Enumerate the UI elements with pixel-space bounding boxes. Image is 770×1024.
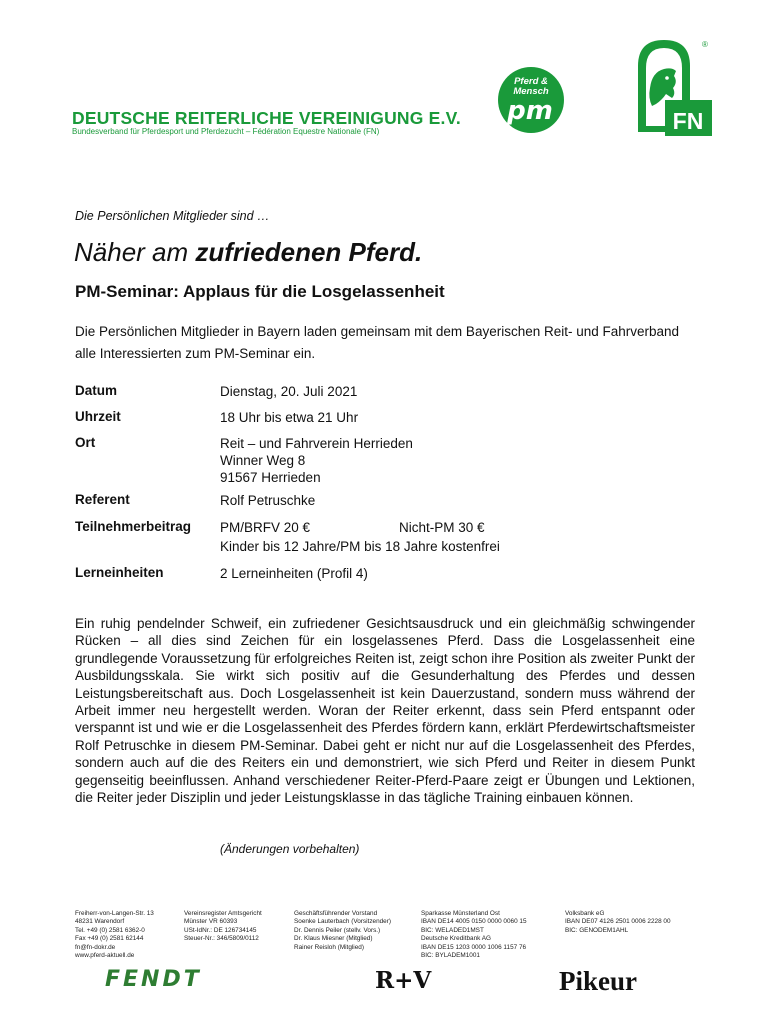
footer-bank-line: IBAN DE14 4005 0150 0000 0060 15 (421, 918, 527, 926)
footer-address (75, 910, 154, 960)
footer-address-line: Freiherr-von-Langen-Str. 13 (75, 910, 154, 917)
footer-board-line: Dr. Dennis Peiler (stellv. Vors.) (294, 926, 381, 934)
intro-line: Die Persönlichen Mitglieder sind … (75, 209, 270, 223)
footer-board-line: Geschäftsführender Vorstand (294, 910, 378, 917)
subtitle: PM-Seminar: Applaus für die Losgelassenheit (75, 282, 445, 301)
datum-value: Dienstag, 20. Juli 2021 (220, 384, 358, 399)
lerneinheiten-value: 2 Lerneinheiten (Profil 4) (220, 566, 368, 581)
footer-board-line: Dr. Klaus Miesner (Mitglied) (294, 935, 373, 943)
footer-bank-line: Sparkasse Münsterland Ost (421, 910, 500, 917)
registered-mark: ® (702, 40, 708, 49)
org-name: DEUTSCHE REITERLICHE VEREINIGUNG E.V. (72, 108, 461, 128)
pm-logo-line1: Pferd & (514, 76, 548, 87)
body-paragraph: Ein ruhig pendelnder Schweif, ein zufriedener Gesichtsausdruck und ein gleichmäßig schwingender Rücken – all dies sind Zeichen für ein losgelassenes Pferd. Dass die Losgelassenheit eine grundlegende Voraussetzung für erfolgreiches Reiten ist, zeigt schon ihre Position als zweiter Punkt der Ausbildungsskala. Sie wirkt sich positiv auf die Gesunderhaltung des Pferdes und dessen Leistungsbereitschaft aus. Doch Losgelassenheit ist kein Dauerzustand, sondern muss während der Arbeit immer neu hergestellt werden. Woran der Reiter erkennt, dass sein Pferd entspannt oder verspannt ist und wie er die Losgelassenheit des Pferdes fördern kann, erklärt Pferdewirtschaftsmeister Rolf Petruschke in diesem PM-Seminar. Dabei geht er nicht nur auf die Losgelassenheit des Pferdes, sondern auch auf die des Reiters ein und demonstriert, wie sich Pferd und Reiter in diesem Punkt gegenseitig beeinflussen. Anhand verschiedener Reiter-Pferd-Paare zeigt er Übungen und Lektionen, die Reiter jeder Disziplin und jeder Leistungsklasse in das tägliche Training einbauen können. (75, 616, 695, 806)
footer-board-line: Rainer Reisloh (Mitglied) (294, 943, 364, 951)
beitrag-pm: PM/BRFV 20 € (220, 520, 311, 535)
pm-logo-mark: pm (507, 96, 553, 126)
referent-label: Referent (75, 492, 130, 507)
footer-address-line: Tel. +49 (0) 2581 6362-0 (75, 926, 145, 934)
changes-note: (Änderungen vorbehalten) (220, 842, 360, 856)
footer-bank1 (421, 910, 527, 960)
footer-bank-line: BIC: GENODEM1AHL (565, 926, 629, 934)
ort-line3: 91567 Herrieden (220, 470, 321, 485)
footer-registry (184, 910, 262, 944)
rv-logo: R+V (375, 967, 432, 994)
footer-email-link[interactable]: fn@fn-dokr.de (75, 943, 116, 951)
headline-normal: Näher am (74, 237, 196, 267)
fn-logo-text: FN (672, 108, 704, 134)
beitrag-label: Teilnehmerbeitrag (75, 519, 192, 534)
headline-bold: zufriedenen Pferd. (195, 237, 423, 267)
footer-website-link[interactable]: www.pferd-aktuell.de (75, 952, 135, 960)
footer-bank-line: Volksbank eG (565, 910, 605, 917)
footer-bank-line: IBAN DE07 4126 2501 0006 2228 00 (565, 918, 671, 926)
ort-label: Ort (75, 435, 96, 450)
footer-bank-line: BIC: WELADED1MST (421, 926, 484, 934)
lerneinheiten-label: Lerneinheiten (75, 565, 164, 580)
beitrag-nonpm: Nicht-PM 30 € (399, 520, 485, 535)
fendt-logo: FENDT (105, 967, 202, 992)
referent-value: Rolf Petruschke (220, 493, 316, 508)
uhrzeit-label: Uhrzeit (75, 409, 121, 424)
footer-registry-line: Münster VR 60393 (184, 918, 238, 926)
footer-registry-line: USt-IdNr.: DE 126734145 (184, 926, 257, 934)
pm-logo-line2: Mensch (513, 86, 549, 97)
footer-registry-line: Vereinsregister Amtsgericht (184, 910, 262, 917)
org-subtitle: Bundesverband für Pferdesport und Pferdezucht – Fédération Equestre Nationale (FN) (72, 127, 380, 136)
footer-address-line: Fax +49 (0) 2581 62144 (75, 935, 144, 943)
headline (74, 237, 422, 268)
lead-paragraph: Die Persönlichen Mitglieder in Bayern laden gemeinsam mit dem Bayerischen Reit- und Fahrverband alle Interessierten zum PM-Seminar ein. (75, 324, 680, 361)
pm-logo (497, 66, 565, 134)
beitrag-kinder: Kinder bis 12 Jahre/PM bis 18 Jahre kostenfrei (220, 539, 500, 554)
ort-line1: Reit – und Fahrverein Herrieden (220, 436, 413, 451)
footer-board-line: Soenke Lauterbach (Vorsitzender) (294, 918, 391, 926)
uhrzeit-value: 18 Uhr bis etwa 21 Uhr (220, 410, 359, 425)
ort-line2: Winner Weg 8 (220, 453, 306, 468)
footer-bank-line: IBAN DE15 1203 0000 1006 1157 76 (421, 943, 527, 951)
footer-bank2 (565, 910, 671, 935)
fn-logo (616, 36, 712, 136)
pikeur-logo: Pikeur (559, 966, 637, 996)
footer-board (294, 910, 391, 952)
datum-label: Datum (75, 383, 118, 398)
footer-registry-line: Steuer-Nr.: 346/5809/0112 (184, 935, 259, 943)
footer-bank-line: BIC: BYLADEM1001 (421, 952, 480, 960)
footer-bank-line: Deutsche Kreditbank AG (421, 935, 491, 943)
footer-address-line: 48231 Warendorf (75, 918, 125, 926)
